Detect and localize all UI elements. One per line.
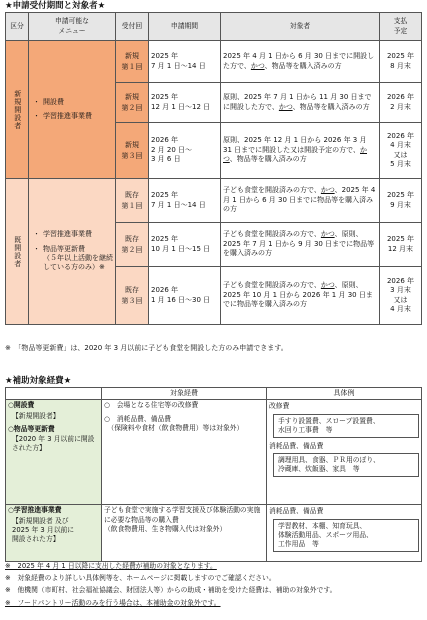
expense-scope <box>102 505 267 562</box>
category-name: ○学習推進事業費 <box>8 506 62 515</box>
menu-item: ・ 学習推進事業費 <box>43 230 113 239</box>
header-blank <box>6 388 102 400</box>
example-box: 調理用具、食器、ＰＲ用のぼり、 冷蔵庫、炊飯器、家具 等 <box>273 453 419 477</box>
note-renewal: ※ 「物品等更新費」は、2020 年 3 月以前に子ども食堂を開設した方のみ申請できます。 <box>5 344 288 352</box>
eligible-expenses-table <box>5 387 422 562</box>
application-period-table <box>5 12 422 325</box>
expense-scope <box>102 400 267 505</box>
example-heading: 改修費 <box>269 402 290 411</box>
category-label: 新規開設者 <box>13 89 22 130</box>
section1-title: ★申請受付期間と対象者★ <box>5 1 106 11</box>
header-category: 区分 <box>6 13 29 41</box>
scope-item: ○ 会場となる住宅等の改修費 <box>104 401 199 410</box>
header-menu: 申請可能な メニュー <box>29 13 116 41</box>
expense-examples <box>267 400 422 505</box>
header-payment: 支払 予定 <box>380 13 422 41</box>
target-cell: 原則、2025 年 12 月 1 日から 2026 年 3 月 31 日までに開設した又は開設予定の方で、かつ、物品等を購入済みの方 <box>221 123 380 179</box>
period-cell: 2025 年 12 月 1 日～12 日 <box>149 83 221 123</box>
target-cell: 2025 年 4 月 1 日から 6 月 30 日までに開設した方で、かつ、物品等を購入済みの方 <box>221 41 380 83</box>
example-box: 手すり設置費、スロープ設置費、 水回り工事費 等 <box>273 414 419 438</box>
expense-examples <box>267 505 422 562</box>
expense-row <box>6 505 422 562</box>
new-category <box>6 41 29 179</box>
category-eligibility: 【2020 年 3 月以前に開設された方】 <box>12 434 95 453</box>
table-row <box>6 179 422 223</box>
target-cell: 子ども食堂を開設済みの方で、かつ、2025 年 4 月 1 日から 6 月 30 日までに物品等を購入済みの方 <box>221 179 380 223</box>
example-heading: 消耗品費、備品費 <box>269 507 324 516</box>
round-cell: 既存 第１回 <box>116 179 149 223</box>
payment-cell: 2026 年 2 月末 <box>380 83 422 123</box>
scope-item: 子ども食堂で実施する学習支援及び体験活動の実施に必要な物品等の購入費 （飲食物費用、生き物購入代は対象外） <box>104 506 261 533</box>
header-scope: 対象経費 <box>102 388 267 400</box>
period-cell: 2025 年 7 月 1 日～14 日 <box>149 179 221 223</box>
expense-category <box>6 505 102 562</box>
header-example: 具体例 <box>267 388 422 400</box>
round-cell: 新規 第１回 <box>116 41 149 83</box>
existing-category <box>6 179 29 325</box>
expense-row <box>6 400 422 505</box>
payment-cell: 2025 年 12 月末 <box>380 223 422 267</box>
note-item: ※ フードパントリー活動のみを行う場合は、本補助金の対象外です。 <box>5 598 221 607</box>
header-target: 対象者 <box>221 13 380 41</box>
note-item: ※ 他機関（市町村、社会福祉協議会、財団法人等）からの助成・補助を受けた経費は、補助の対象外です。 <box>5 586 337 595</box>
category-name: ○開設費 <box>8 401 35 410</box>
menu-item: ・ 開設費 <box>43 98 113 107</box>
notes-list <box>5 562 421 611</box>
round-cell: 既存 第２回 <box>116 223 149 267</box>
period-cell: 2026 年 1 月 16 日～30 日 <box>149 267 221 325</box>
category-label: 既開設者 <box>13 235 22 268</box>
example-heading: 消耗品費、備品費 <box>269 441 324 450</box>
table-row <box>6 41 422 83</box>
target-cell: 原則、2025 年 7 月 1 日から 11 月 30 日までに開設した方で、かつ、物品等を購入済みの方 <box>221 83 380 123</box>
new-menu <box>29 41 116 179</box>
payment-cell: 2025 年 9 月末 <box>380 179 422 223</box>
existing-menu <box>29 179 116 325</box>
period-cell: 2025 年 7 月 1 日～14 日 <box>149 41 221 83</box>
payment-cell: 2026 年 4 月末 又は 5 月末 <box>380 123 422 179</box>
round-cell: 既存 第３回 <box>116 267 149 325</box>
category-eligibility: 【新規開設者 及び 2025 年 3 月以前に 開設された方】 <box>12 516 75 543</box>
note-item: ※ 対象経費のより詳しい具体例等を、ホームページに掲載しますのでご確認ください。 <box>5 574 276 583</box>
menu-item: ・ 物品等更新費 （５年以上活動を継続している方のみ）※ <box>43 245 113 273</box>
header-round: 受付回 <box>116 13 149 41</box>
expense-category <box>6 400 102 505</box>
header-period: 申請期間 <box>149 13 221 41</box>
note-item: ※ 2025 年 4 月 1 日以降に支出した経費が補助の対象となります。 <box>5 562 217 570</box>
round-cell: 新規 第２回 <box>116 83 149 123</box>
section2-title: ★補助対象経費★ <box>5 376 72 386</box>
round-cell: 新規 第３回 <box>116 123 149 179</box>
period-cell: 2026 年 2 月 20 日～ 3 月 6 日 <box>149 123 221 179</box>
menu-item: ・ 学習推進事業費 <box>43 112 113 121</box>
target-cell: 子ども食堂を開設済みの方で、かつ、原則、2025 年 7 月 1 日から 9 月 30 日までに物品等を購入済みの方 <box>221 223 380 267</box>
example-box: 学習教材、本棚、知育玩具、 体験活動用品、スポーツ用品、 工作用品 等 <box>273 519 419 553</box>
category-name: ○物品等更新費 <box>8 424 55 433</box>
category-eligibility: 【新規開設者】 <box>12 411 60 420</box>
target-cell: 子ども食堂を開設済みの方で、かつ、原則、2025 年 10 月 1 日から 2026 年 1 月 30 日までに物品等を購入済みの方 <box>221 267 380 325</box>
payment-cell: 2025 年 8 月末 <box>380 41 422 83</box>
scope-item: ○ 消耗品費、備品費 （保険料や食材（飲食物費用）等は対象外） <box>104 414 244 432</box>
payment-cell: 2026 年 3 月末 又は 4 月末 <box>380 267 422 325</box>
period-cell: 2025 年 10 月 1 日～15 日 <box>149 223 221 267</box>
